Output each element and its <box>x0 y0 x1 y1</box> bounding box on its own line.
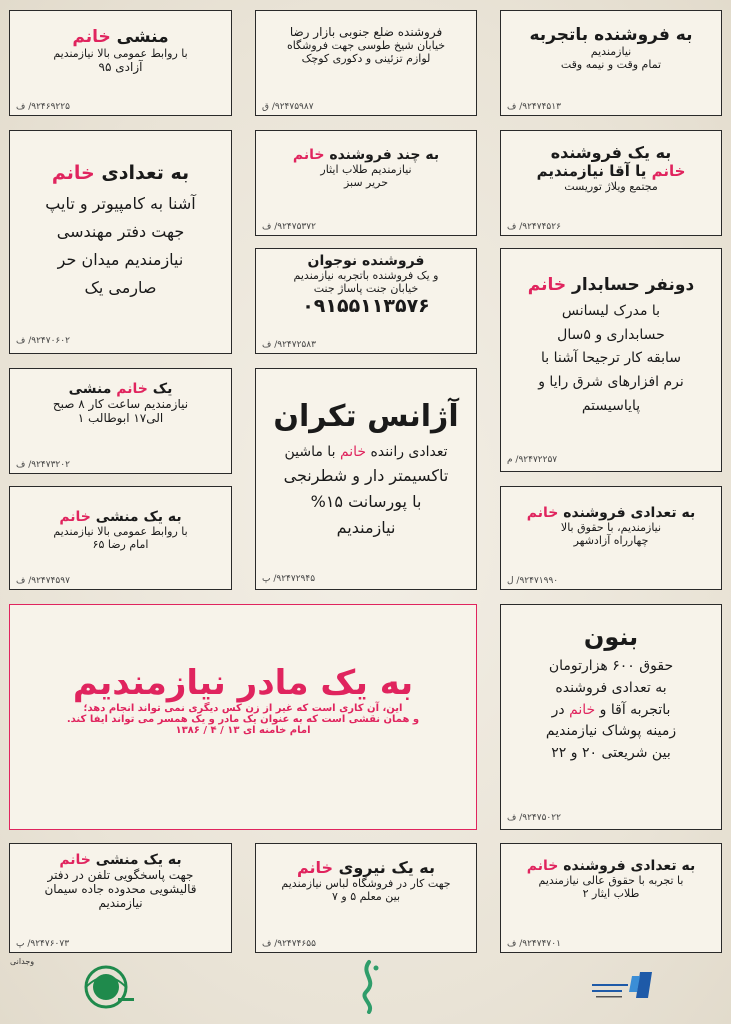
ad-line: تعدادی راننده خانم با ماشین <box>284 444 448 460</box>
ad-box <box>255 10 477 116</box>
ad-code: ۹۲۴۷۵۹۸۷/ ق <box>262 102 314 112</box>
ad-line: منشی خانم <box>72 27 169 47</box>
ad-line: به یک منشی خانم <box>59 852 182 868</box>
ad-line: خیابان شیخ طوسی جهت فروشگاه <box>286 39 446 52</box>
ad-code: ۹۲۴۷۲۹۴۵/ پ <box>262 573 316 584</box>
ad-code: ۹۲۴۶۹۲۲۵/ ف <box>16 102 70 112</box>
ad-code: ۹۲۴۷۳۲۰۲/ ف <box>16 460 70 470</box>
ad-box <box>500 248 722 472</box>
ad-line: بنون <box>583 623 639 651</box>
ad-line: جهت دفتر مهندسی <box>56 222 185 242</box>
ad-line: آژانس تکران <box>273 399 459 434</box>
ad-line: با روابط عمومی بالا نیازمندیم <box>53 525 188 538</box>
ad-line: خیابان جنت پاساژ جنت <box>313 282 419 295</box>
ad-line: به یک فروشنده <box>550 143 672 162</box>
ad-line: این، آن کاری است که غیر از زن کس دیگری نمی تواند انجام دهد؛ <box>83 703 403 714</box>
ad-box <box>255 843 477 953</box>
ad-line: مجتمع ویلاژ توریست <box>564 180 658 193</box>
ad-line: قالیشویی محدوده جاده سیمان <box>44 882 197 896</box>
ad-box <box>255 248 477 354</box>
ad-code: ۹۲۴۷۶۰۷۳/ پ <box>16 939 70 949</box>
green-seal-logo <box>78 962 134 1012</box>
ad-line: نیازمندیم، با حقوق بالا <box>560 521 662 534</box>
ad-line: به فروشنده باتجربه <box>529 25 693 45</box>
calligraphy-logo <box>352 958 386 1014</box>
ad-box <box>9 843 232 953</box>
ad-box <box>500 604 722 830</box>
ad-line: جهت کار در فروشگاه لباس نیازمندیم <box>281 877 451 890</box>
ad-line: نیازمندیم ساعت کار ۸ صبح <box>52 397 189 411</box>
ad-line: و همان نقشی است که به عنوان یک مادر و یک همسر می تواند ایفا کند. <box>66 714 420 725</box>
ad-line: حریر سبز <box>343 176 389 189</box>
ad-code: ۹۲۴۷۲۵۸۳/ ف <box>262 340 316 350</box>
ad-box <box>9 486 232 590</box>
ad-box <box>500 843 722 953</box>
ad-line: آشنا به کامپیوتر و تایپ <box>45 194 196 214</box>
ad-box <box>500 10 722 116</box>
ad-line: یک خانم منشی <box>68 381 173 397</box>
ad-line: امام رضا ۶۵ <box>92 538 149 551</box>
ad-line: با پورسانت ۱۵% <box>310 491 422 511</box>
ad-line: خانم یا آقا نیازمندیم <box>536 162 686 180</box>
ad-line: الی۱۷ ابوطالب ۱ <box>77 411 164 425</box>
ad-line: با تجربه با حقوق عالی نیازمندیم <box>538 874 684 887</box>
ad-line: به تعدادی فروشنده خانم <box>526 505 696 521</box>
ad-code: ۹۲۴۷۱۹۹۰/ ل <box>507 576 559 586</box>
ad-code: ۹۲۴۷۴۷۰۱/ ف <box>507 939 561 949</box>
ad-line: ۰۹۱۵۵۱۱۳۵۷۶ <box>302 295 430 317</box>
ad-line: بین شریعتی ۲۰ و ۲۲ <box>551 744 671 761</box>
ad-line: با روابط عمومی بالا نیازمندیم <box>53 47 188 60</box>
ad-line: آزادی ۹۵ <box>98 60 143 74</box>
ad-line: به تعدادی خانم <box>51 162 190 184</box>
ad-box <box>255 368 477 590</box>
ad-line: به یک نیروی خانم <box>296 858 435 877</box>
ad-line: حقوق ۶۰۰ هزارتومان <box>548 658 674 675</box>
ad-line: نیازمندیم <box>336 517 396 537</box>
ad-line: به یک منشی خانم <box>59 509 182 525</box>
ad-line: چهارراه آزادشهر <box>573 534 649 547</box>
ad-line: لوازم تزئینی و دکوری کوچک <box>301 52 431 65</box>
ad-line: امام خامنه ای ۱۳ / ۴ / ۱۳۸۶ <box>175 725 311 736</box>
footer-credit: وجدانی <box>10 957 35 966</box>
ad-line: بین معلم ۵ و ۷ <box>331 890 401 903</box>
ad-code: ۹۲۴۷۲۲۵۷/ م <box>507 454 558 465</box>
ad-line: صارمی یک <box>84 278 157 298</box>
ad-line: دونفر حسابدار خانم <box>527 275 695 295</box>
ad-code: ۹۲۴۷۴۶۵۵/ ف <box>262 939 316 949</box>
ad-line: سابقه کار ترجیحا آشنا با <box>540 350 682 367</box>
ad-line: و یک فروشنده باتجربه نیازمندیم <box>293 269 439 282</box>
ad-code: ۹۲۴۷۴۵۲۶/ ف <box>507 222 561 232</box>
ad-line: نرم افزارهای شرق رایا و <box>538 374 684 391</box>
ad-line: تمام وقت و نیمه وقت <box>560 58 662 71</box>
ad-box <box>255 130 477 236</box>
ad-code: ۹۲۴۷۴۵۱۳/ ف <box>507 102 561 112</box>
ad-code: ۹۲۴۷۵۰۲۲/ ف <box>507 813 561 824</box>
ad-line: به چند فروشنده خانم <box>292 147 440 163</box>
ad-box <box>9 10 232 116</box>
ad-box <box>500 486 722 590</box>
ad-code: ۹۲۴۷۰۶۰۲/ ف <box>16 336 70 347</box>
ad-code: ۹۲۴۷۵۳۷۲/ ف <box>262 222 316 232</box>
ad-line: فروشنده ضلع جنوبی بازار رضا <box>289 25 443 39</box>
blue-collection-logo <box>590 968 662 1008</box>
ad-line: با مدرک لیسانس <box>561 302 661 319</box>
ad-line: نیازمندیم میدان حر <box>57 250 184 270</box>
ad-line: نیازمندیم <box>590 45 632 58</box>
ad-line: تاکسیمتر دار و شطرنجی <box>283 466 449 486</box>
ad-line: نیازمندیم طلاب ایثار <box>320 163 412 176</box>
ad-box <box>9 130 232 354</box>
ad-box <box>500 130 722 236</box>
ad-code: ۹۲۴۷۴۵۹۷/ ف <box>16 576 70 586</box>
ad-box <box>9 368 232 474</box>
ad-line: حسابداری و ۵سال <box>557 326 665 343</box>
ad-line: به تعدادی فروشنده <box>555 679 667 696</box>
ad-line: طلاب ایثار ۲ <box>582 887 640 900</box>
ad-line: فروشنده نوجوان <box>307 253 425 269</box>
ad-line: جهت پاسخگویی تلفن در دفتر <box>47 868 194 882</box>
ad-line: به تعدادی فروشنده خانم <box>526 858 696 874</box>
ad-line: نیازمندیم <box>98 896 143 910</box>
ad-line: باتجربه آقا و خانم در <box>551 701 671 718</box>
ad-line: به یک مادر نیازمندیم <box>72 663 414 703</box>
ad-box <box>9 604 477 830</box>
ad-line: زمینه پوشاک نیازمندیم <box>545 723 677 740</box>
ad-line: پایاسیستم <box>581 398 641 415</box>
